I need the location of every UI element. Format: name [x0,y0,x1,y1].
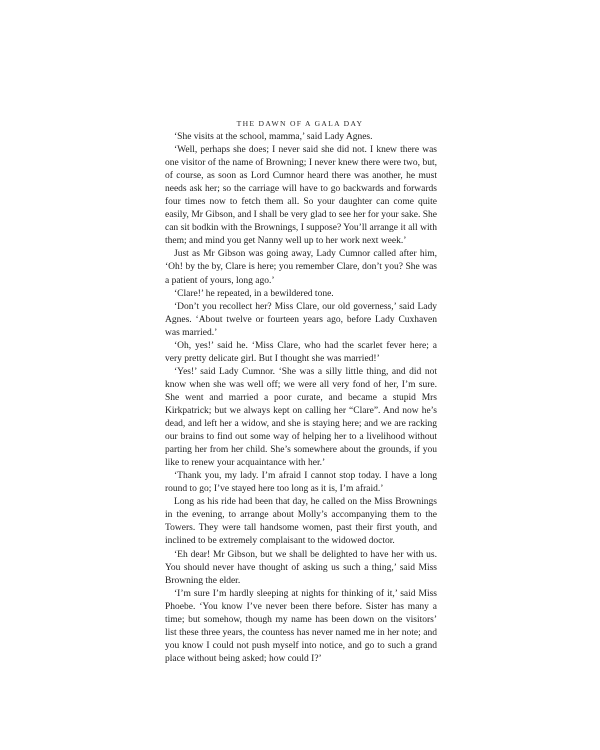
paragraph: ‘Well, perhaps she does; I never said she did not. I knew there was one visitor of the name of Browning; I never knew there were two, but, of course, as soon as Lord Cumnor heard there was another, he must needs ask her; so the carriage will have to go backwards and forwards four times now to fetch them all. So your daughter can come quite easily, Mr Gibson, and I shall be very glad to see her for your sake. She can sit bodkin with the Brownings, I suppose? You’ll arrange it all with them; and mind you get Nanny well up to her work next week.’ [165,145,437,247]
running-head: THE DAWN OF A GALA DAY [236,119,364,128]
paragraph: ‘Don’t you recollect her? Miss Clare, our old governess,’ said Lady Agnes. ‘About twelve or fourteen years ago, before Lady Cuxhaven was married.’ [165,301,437,338]
paragraph: Long as his ride had been that day, he called on the Miss Brownings in the evening, to arrange about Molly’s accompanying them to the Towers. They were tall handsome women, past their first youth, and inclined to be extremely complaisant to the widowed doctor. [165,497,437,547]
paragraph: ‘Thank you, my lady. I’m afraid I cannot stop today. I have a long round to go; I’ve stayed here too long as it is, I’m afraid.’ [165,471,437,495]
paragraph: ‘Clare!’ he repeated, in a bewildered tone. [174,288,334,299]
paragraph: ‘I’m sure I’m hardly sleeping at nights for thinking of it,’ said Miss Phoebe. ‘You know I’ve never been there before. Sister has many a time; but somehow, though my name has been down on the visitors’ list these three years, the countess has never named me in her note; and you know I could not push myself into notice, and go to such a grand place without being asked; how could I?’ [165,588,437,664]
paragraph: Just as Mr Gibson was going away, Lady Cumnor called after him, ‘Oh! by the by, Clare is here; you remember Clare, don’t you? She was a patient of yours, long ago.’ [165,249,437,286]
paragraph: ‘She visits at the school, mamma,’ said Lady Agnes. [174,132,373,142]
body-text [165,131,437,666]
paragraph: ‘Eh dear! Mr Gibson, but we shall be delighted to have her with us. You should never have thought of asking us such a thing,’ said Miss Browning the elder. [165,549,437,586]
paragraph: ‘Yes!’ said Lady Cumnor. ‘She was a silly little thing, and did not know when she was well off; we were all very fond of her, I’m sure. She went and married a poor curate, and became a stupid Mrs Kirkpatrick; but we always kept on calling her “Clare”. And now he’s dead, and left her a widow, and she is staying here; and we are racking our brains to find out some way of helping her to a livelihood without parting her from her child. She’s somewhere about the grounds, if you like to renew your acquaintance with her.’ [165,366,437,469]
paragraph: ‘Oh, yes!’ said he. ‘Miss Clare, who had the scarlet fever here; a very pretty delicate girl. But I thought she was married!’ [165,340,437,364]
